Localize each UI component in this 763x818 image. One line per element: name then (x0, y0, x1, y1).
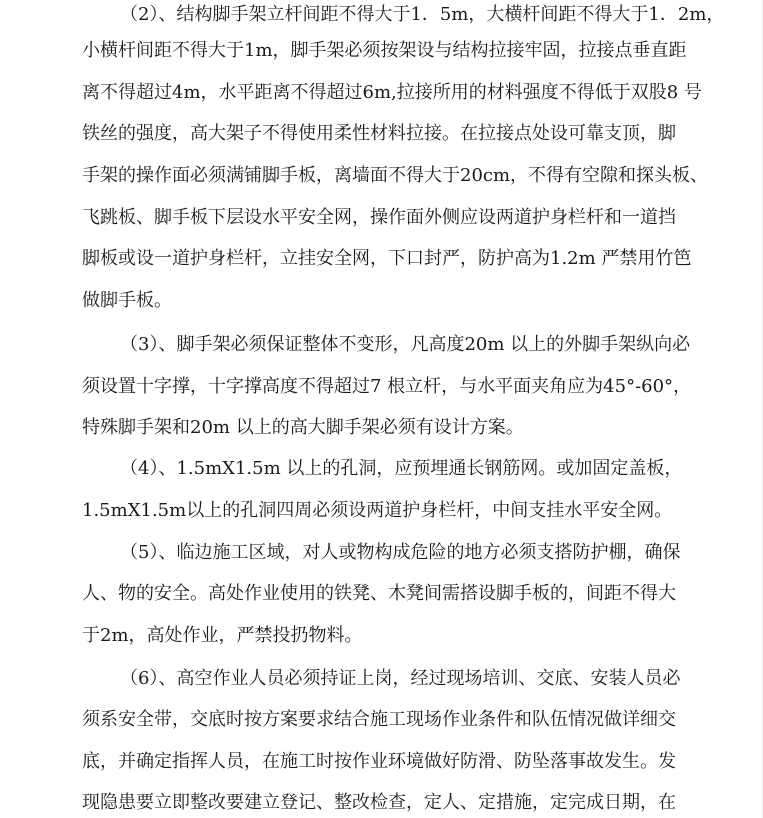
paragraph-2-line-2: 小横杆间距不得大于1m，脚手架必须按架设与结构拉接牢固，拉接点垂直距 (82, 40, 687, 61)
paragraph-6-line-3: 底，并确定指挥人员，在施工时按作业环境做好防滑、防坠落事故发生。发 (82, 751, 676, 772)
paragraph-5-line-2: 人、物的安全。高处作业使用的铁凳、木凳间需搭设脚手板的，间距不得大 (82, 583, 676, 604)
paragraph-3-line-2: 须设置十字撑，十字撑高度不得超过7 根立杆，与水平面夹角应为45°-60°， (82, 376, 692, 397)
paragraph-2-line-8: 做脚手板。 (82, 290, 172, 311)
paragraph-5-line-3: 于2m，高处作业，严禁投扔物料。 (82, 625, 363, 646)
paragraph-4-line-2: 1.5mX1.5m以上的孔洞四周必须设两道护身栏杆，中间支挂水平安全网。 (82, 500, 673, 521)
paragraph-3-line-3: 特殊脚手架和20m 以上的高大脚手架必须有设计方案。 (82, 417, 524, 438)
paragraph-6-line-2: 须系安全带，交底时按方案要求结合施工现场作业条件和队伍情况做详细交 (82, 709, 676, 730)
paragraph-5-line-1: （5）、临边施工区域，对人或物构成危险的地方必须支搭防护棚，确保 (120, 542, 681, 563)
paragraph-4-line-1: （4）、1.5mX1.5m 以上的孔洞，应预埋通长钢筋网。或加固定盖板， (120, 458, 683, 479)
paragraph-3-line-1: （3）、脚手架必须保证整体不变形，凡高度20m 以上的外脚手架纵向必 (120, 334, 691, 355)
paragraph-2-line-6: 飞跳板、脚手板下层设水平安全网，操作面外侧应设两道护身栏杆和一道挡 (82, 207, 676, 228)
paragraph-2-line-1: （2）、结构脚手架立杆间距不得大于1．5m，大横杆间距不得大于1．2m， (120, 4, 725, 25)
paragraph-2-line-3: 离不得超过4m，水平距离不得超过6m,拉接所用的材料强度不得低于双股8 号 (82, 82, 702, 103)
paragraph-2-line-5: 手架的操作面必须满铺脚手板，离墙面不得大于20cm，不得有空隙和探头板、 (82, 165, 709, 186)
paragraph-6-line-4: 现隐患要立即整改要建立登记、整改检查，定人、定措施，定完成日期，在 (82, 792, 676, 813)
paragraph-2-line-4: 铁丝的强度，高大架子不得使用柔性材料拉接。在拉接点处设可靠支顶，脚 (82, 123, 676, 144)
paragraph-6-line-1: （6）、高空作业人员必须持证上岗，经过现场培训、交底、安装人员必 (120, 668, 681, 689)
paragraph-2-line-7: 脚板或设一道护身栏杆，立挂安全网，下口封严，防护高为1.2m 严禁用竹笆 (82, 248, 692, 269)
